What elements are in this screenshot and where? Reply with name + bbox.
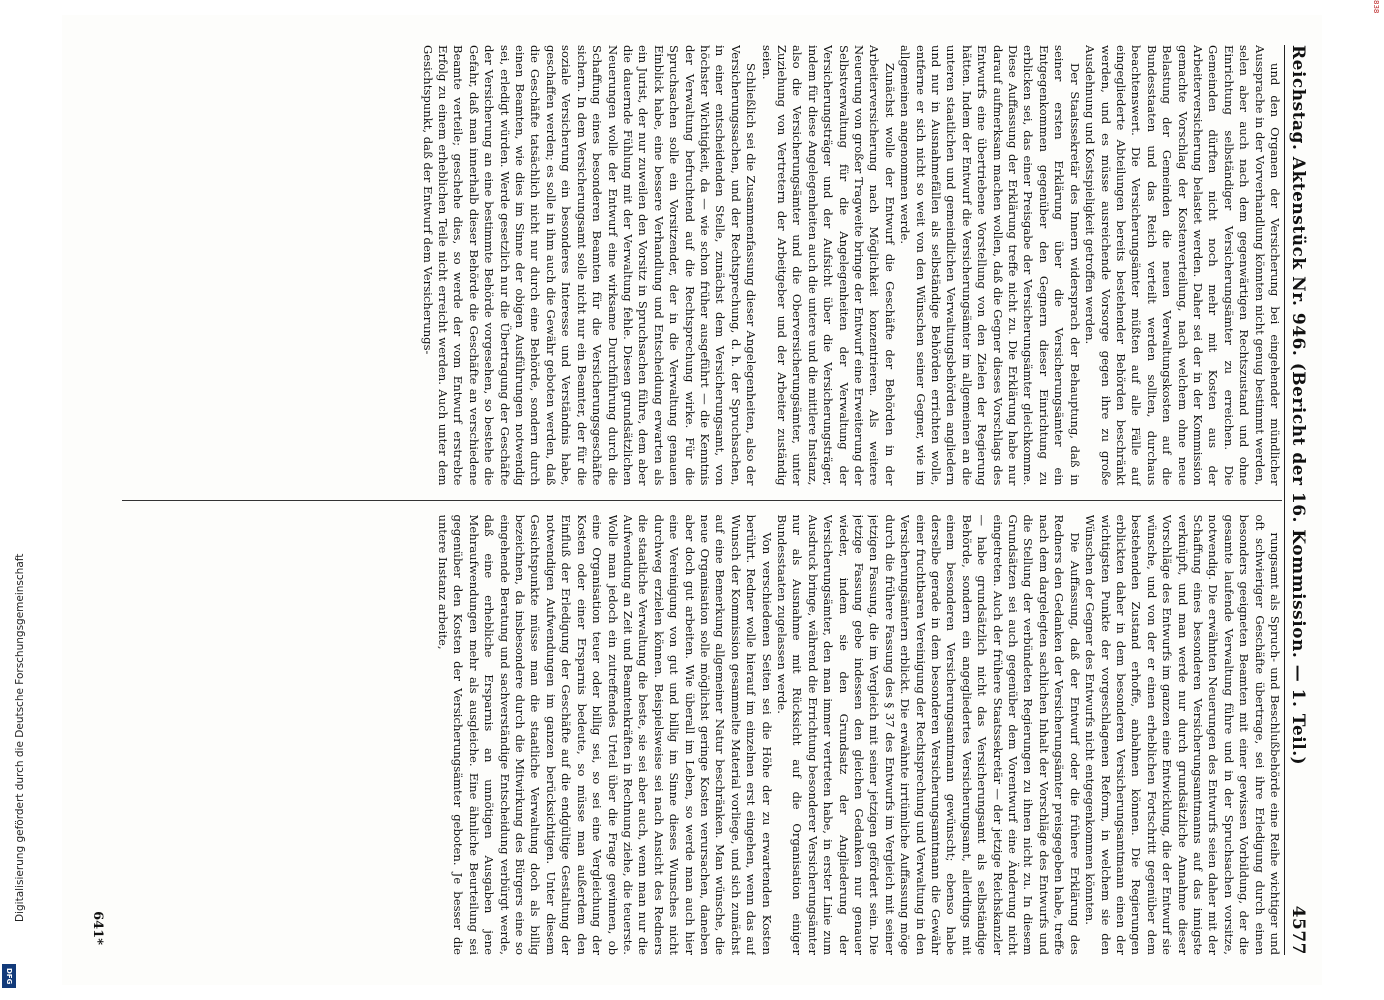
left-column xyxy=(122,45,1282,486)
text-columns xyxy=(122,45,1282,955)
signature-mark: 641* xyxy=(90,911,105,945)
paragraph: Schließlich sei die Zusammenfassung dieser Angelegenheiten, also der Versicherungssachen, und der Rechtsprechung, d. h. der Spruchsachen, in einer entscheidenden Stelle, zunächst dem Versicherungsamt, von höchster Wichtigkeit, da — wie schon früher ausgeführt — die Kenntnis der Verwaltung befruchtend auf die Rechtsprechung wirke. Für die Spruchsachen solle ein Vorsitzender, der in die Verwaltung genauen Einblick habe, eine bessere Verhandlung und Entscheidung erwarten als ein Jurist, der nur zuweilen den Vorsitz in Spruchsachen führe, dem aber die dauernde Fühlung mit der Verwaltung fehle. Diesen grundsätzlichen Neuerungen wolle der Entwurf eine wirksame Durchführung durch die Schaffung eines besonderen Beamten für die Versicherungsgeschäfte sichern. In dem Versicherungsamt solle nicht nur ein Beamter, der für die soziale Versicherung ein besonderes Interesse und Verständnis habe, geschaffen werden; es solle in ihm auch die Gewähr geboten werden, daß die Geschäfte tatsächlich nicht nur durch eine Behörde, sondern durch einen Beamten, wie dies im Sinne der obigen Ausführungen notwendig sei, erledigt würden. Werde gesetzlich nur die Übertragung der Geschäfte der Versicherung an eine bestimmte Behörde vorgesehen, so bestehe die Gefahr, daß man innerhalb dieser Behörde die Geschäfte an verschiedene Beamte verteile; geschehe dies, so werde der vom Entwurf erstrebte Erfolg zu einem erheblichen Teile nicht erreicht werden. Auch unter dem Gesichtspunkt, daß der Entwurf dem Versicherungs- xyxy=(420,45,759,486)
scan-credit: Digitalisierung gefördert durch die Deutsche Forschungsgemeinschaft xyxy=(14,553,26,922)
dfg-logo: DFG xyxy=(2,964,16,988)
paragraph: Von verschiedenen Seiten sei die Höhe der zu erwartenden Kosten berührt. Redner wolle hierauf im einzelnen erst eingehen, wenn das auf Wunsch der Kommission gesammelte Material vorliege, und sich zunächst auf eine Bemerkung allgemeiner Natur beschränken. Man wünsche, die neue Organisation solle möglichst geringe Kosten verursachen, daneben aber doch gut arbeiten. Wie überall im Leben, so werde man auch hier eine Vereinigung von gut und billig im Sinne dieses Wunsches nicht durchweg erzielen können. Beispielsweise sei nach Ansicht des Redners die staatliche Verwaltung die beste, sie sei aber auch, wenn man nur die Aufwendung an Zeit und Beamtenkräften in Rechnung ziehe, die teuerste. Wolle man jedoch ein zutreffendes Urteil über die Frage gewinnen, ob eine Organisation teuer oder billig sei, so sei eine Vergleichung der Kosten oder einer Ersparnis bedeute, so müsse man außerdem den Einfluß der Erledigung der Geschäfte auf die endgültige Gestaltung der notwendigen Aufwendungen im ganzen berücksichtigen. Unter diesem Gesichtspunkte müsse man die staatliche Verwaltung doch als billig bezeichnen, da insbesondere durch die Mitwirkung des Bürgers eine so eingehende Beratung und sachverständige Entscheidung verbürgt werde, daß eine erhebliche Ersparnis an unnötigen Ausgaben jene Mehraufwendungen mehr als ausgleiche. Eine ähnliche Beurteilung sei gegenüber den Kosten der Versicherungsämter geboten. Je besser die untere Instanz arbeite, xyxy=(436,514,774,955)
paragraph: Die Auffassung, daß der Entwurf oder die frühere Erklärung des Redners den Gedanken der Versicherungsämter preisgegeben habe, treffe nach dem dargelegten sachlichen Inhalt der Vorschläge des Entwurfs und die Stellung der verbündeten Regierungen zu ihnen nicht zu. In diesem Grundsätzen sei auch gegenüber dem Vorentwurf eine Änderung nicht eingetreten. Auch der frühere Staatssekretär — der jetzige Reichskanzler — habe grundsätzlich nicht das Versicherungsamt als selbständige Behörde, sondern ein angegliedertes Versicherungsamt, allerdings mit einem besonderen Versicherungsamtmann gewünscht; ebenso habe derselbe gerade in dem besonderen Versicherungsamtmann die Gewähr einer fruchtbaren Vereinigung der Rechtsprechung und Verwaltung in den Versicherungsämtern erblickt. Die erwähnte irrtümliche Auffassung möge durch die frühere Fassung des § 37 des Entwurfs im Vergleich mit seiner jetzigen Fassung, die im Vergleich mit seiner jetzigen gefördert sein. Die jetzige Fassung gebe indessen den gleichen Gedanken nur genauer wieder, indem sie den Grundsatz der Angliederung der Versicherungsämter, den man immer vertreten habe, in erster Linie zum Ausdruck bringe, während die Errichtung besonderer Versicherungsämter nur als Ausnahme mit Rücksicht auf die Organisation einiger Bundesstaaten zugelassen werde. xyxy=(775,514,1082,955)
page-header xyxy=(1284,45,1314,955)
corner-tag: 838 xyxy=(1372,0,1380,14)
right-column xyxy=(122,515,1282,956)
column-divider xyxy=(122,500,1282,501)
page-number: 4577 xyxy=(1288,905,1308,955)
paragraph: Der Staatssekretär des Innern widersprach der Behauptung, daß in seiner ersten Erklärung über die Versicherungsämter ein Entgegenkommen gegenüber den Gegnern dieser Einrichtung zu erblicken sei, das einer Preisgabe der Versicherungsämter gleichkomme. Diese Auffassung der Erklärung treffe nicht zu. Die Erklärung habe nur darauf aufmerksam machen wollen, daß die Gegner dieses Vorschlags des Entwurfs eine übertriebene Vorstellung von den Zielen der Regierung hätten. Indem der Entwurf die Versicherungsämter im allgemeinen an die unteren staatlichen und gemeindlichen Verwaltungsbehörden angliedern und nur in Ausnahmefällen als selbständige Behörden errichten wolle, entferne er sich nicht so weit von den Wünschen seiner Gegner, wie im allgemeinen angenommen werde. xyxy=(898,45,1082,486)
running-title: Reichstag. Aktenstück Nr. 946. (Bericht der 16. Kommission. — 1. Teil.) xyxy=(1288,45,1308,766)
paragraph: und den Organen der Versicherung bei eingehender mündlicher Aussprache in der Vorverhandlung könnten nicht genug bestimmt werden, selen aber auch nach dem gegenwärtigen Rechtszustand und ohne Einrichtung selbständiger Versicherungsämter zu erreichen. Die Gemeinden dürften nicht noch mehr mit Kosten aus der Arbeiterversicherung belastet werden. Daher sei der in der Kommission gemachte Vorschlag der Kostenverteilung, nach welchem ohne neue Belastung der Gemeinden die neuen Verwaltungskosten auf die Bundesstaaten und das Reich verteilt werden sollten, durchaus beachtenswert. Die Versicherungsämter müßten auf alle Fälle auf eingegliederte Abteilungen bereits bestehender Behörden beschränkt werden, und es müsse ausreichende Vorsorge gegen ihre zu große Ausdehnung und Kostspieligkeit getroffen werden. xyxy=(1083,45,1282,486)
rotated-page xyxy=(62,15,1322,985)
paragraph: Zunächst wolle der Entwurf die Geschäfte der Behörden in der Arbeiterversicherung nach Möglichkeit konzentrieren. Als weitere Neuerung von großer Tragweite bringe der Entwurf eine Erweiterung der Selbstverwaltung für die Angelegenheiten der Verwaltung der Versicherungsträger und der Aufsicht über die Versicherungsträger, indem für diese Angelegenheiten auch die untere und die mittlere Instanz, also die Versicherungsämter und die Oberversicherungsämter, unter Zuziehung von Vertretern der Arbeitgeber und der Arbeiter zuständig seien. xyxy=(759,45,897,486)
paragraph: rungsamt als Spruch- und Beschlußbehörde eine Reihe wichtiger und oft schwieriger Geschäfte übertrage, sei ihre Erledigung durch einen besonders geeigneten Beamten mit einer gewissen Vorbildung, der die gesamte laufende Verwaltung führe und in der Spruchsachen vorsitze, notwendig. Die erwähnten Neuerungen des Entwurfs seien daher mit der Schaffung eines besonderen Versicherungsamtmanns auf das innigste verknüpft, und man werde nur durch grundsätzliche Annahme dieser Vorschläge des Entwurfs im ganzen eine Entwicklung, die der Entwurf sie wünsche, und von der er einen erheblichen Fortschritt gegenüber dem bestehenden Zustand erhoffe, anbahnen können. Die Regierungen erblickten daher in dem besonderen Versicherungsamtmann einen der wichtigsten Punkte der vorgeschlagenen Reform, in welchem sie den Wünschen der Gegner des Entwurfs nicht entgegenkommen könnten. xyxy=(1083,514,1282,955)
